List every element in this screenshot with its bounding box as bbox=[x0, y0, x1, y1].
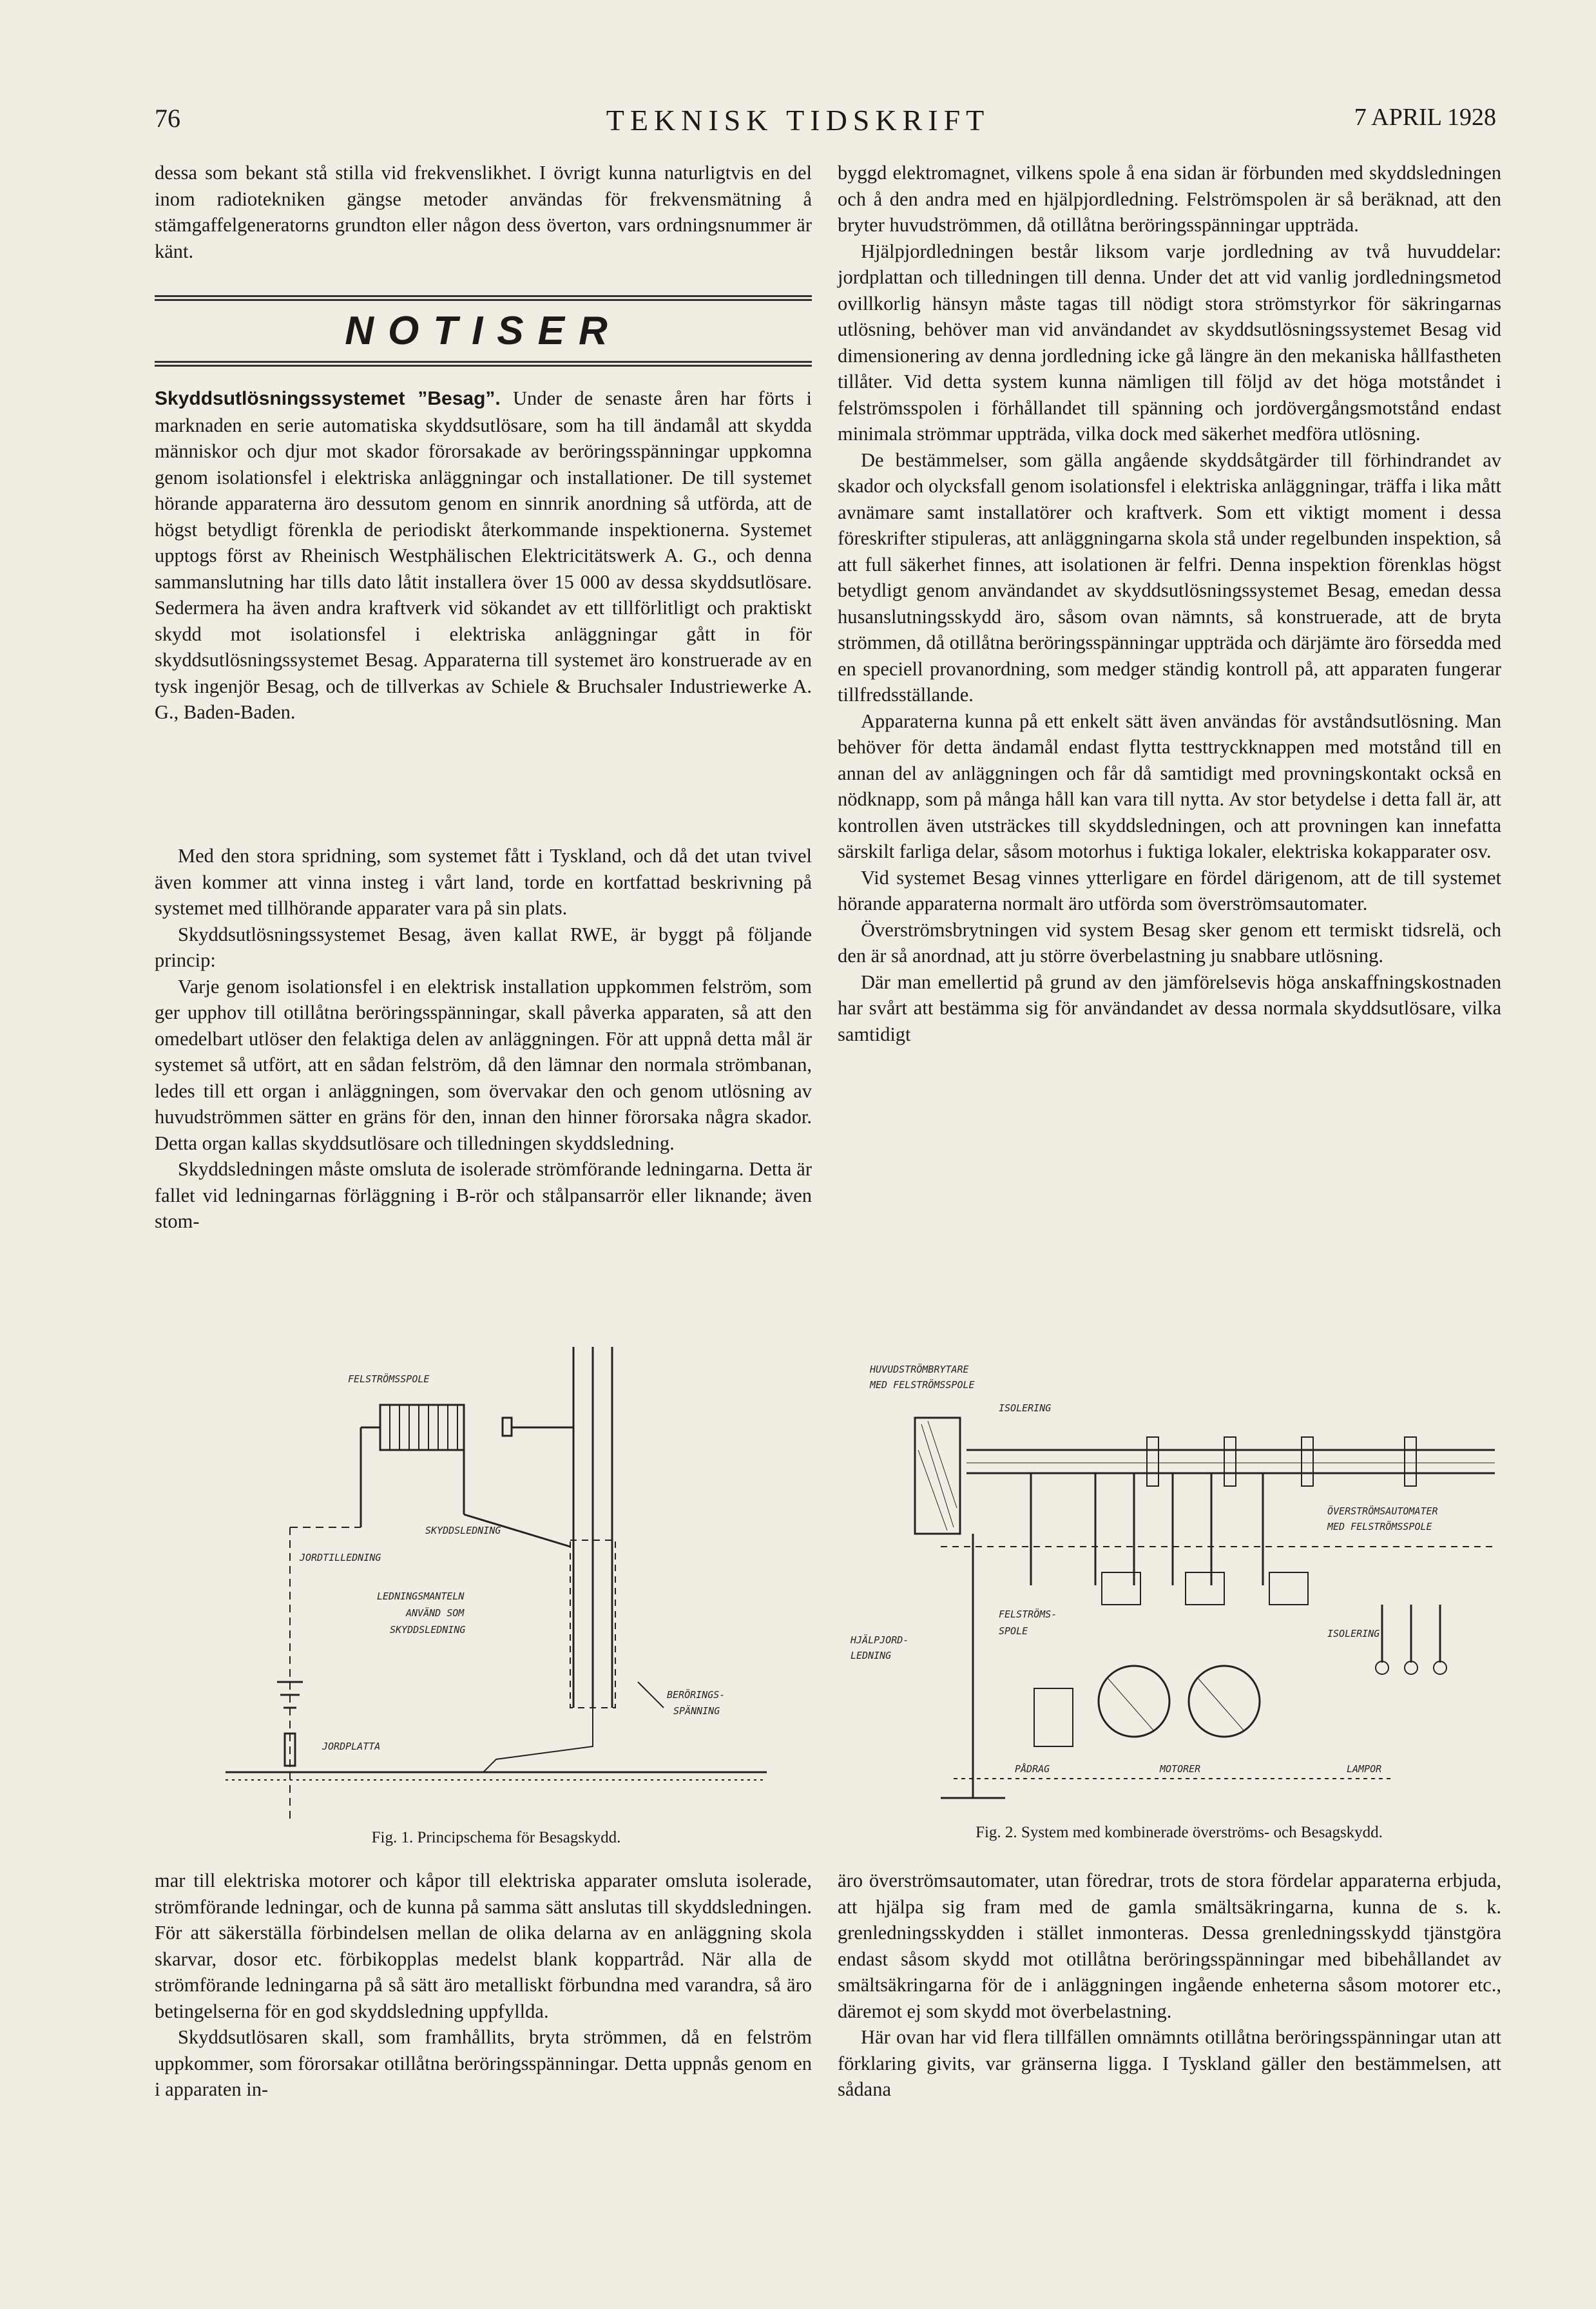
paragraph: Vid systemet Besag vinnes ytterligare en fördel därigenom, att de till systemet hörande apparaterna normalt äro utförda som överströmsautomater. bbox=[838, 866, 1501, 914]
label-padrag: PÅDRAG bbox=[1015, 1763, 1050, 1775]
section-title: NOTISER bbox=[345, 309, 622, 353]
label-isolering-2: ISOLERING bbox=[1327, 1628, 1380, 1639]
right-column bbox=[838, 160, 1501, 1047]
figure-2-schematic bbox=[851, 1360, 1508, 1817]
paragraph: Överströmsbrytningen vid system Besag sker genom ett termiskt tidsrelä, och den är så anordnad, att ju större överbelastning ju snabbare utlösning. bbox=[838, 918, 1501, 967]
paragraph: byggd elektromagnet, vilkens spole å ena sidan är förbunden med skyddsledningen och å den andra med en hjälpjordledning. Felströmspolen är så beräknad, att den bryter huvudströmmen, då otillåtna beröringsspänningar uppträda. bbox=[838, 162, 1501, 236]
left-bottom-column bbox=[155, 1868, 812, 2103]
label-ledningsmanteln: LEDNINGSMANTELN bbox=[377, 1590, 465, 1602]
paragraph: Apparaterna kunna på ett enkelt sätt även användas för avståndsutlösning. Man behöver för detta ändamål endast flytta testtryckknappen med motstånd till en annan del av anläggningen och får då samtidigt med provningskontakt också en nödknapp, som på många håll kan vara till nytta. Av stor betydelse i detta fall är, att kontrollen även utsträckes till skyddsledningen, och att provningen kan innefatta särskilt farliga delar, såsom motorhus i fuktiga lokaler, elektriska kokapparater osv. bbox=[838, 710, 1501, 862]
label-anvand-som: ANVÄND SOM bbox=[406, 1607, 465, 1619]
paragraph: Hjälpjordledningen består liksom varje jordledning av två huvuddelar: jordplattan och tilledningen till denna. Under det att vid vanlig jordledningsmetod ovillkorlig hänsyn måste tagas till nödigt stora strömstyrkor för säkringarnas utlösning, behöver man vid användandet av skyddsutlösningssystemet Besag vid dimensionering av denna jordledning icke gå längre än den mekaniska hållfastheten tillåter. Vid detta system kunna nämligen till följd av det höga motståndet i felströmsspolen i förhållandet till spänning och jordövergångsmotstånd endast minimala strömmar uppträda, vilka dock med säkerhet medföra utlösning. bbox=[838, 240, 1501, 445]
paragraph: Med den stora spridning, som systemet fått i Tyskland, och då det utan tvivel även kommer att vinna insteg i vårt land, torde en kortfattad beskrivning på systemet med tillhörande apparater vara på sin plats. bbox=[155, 845, 812, 919]
label-huvudstrombrytare: HUVUDSTRÖMBRYTARE bbox=[870, 1364, 969, 1375]
paragraph: Där man emellertid på grund av den jämförelsevis höga anskaffningskostnaden har svårt att bestämma sig för användandet av dessa normala skyddsutlösare, vilka samtidigt bbox=[838, 971, 1501, 1045]
issue-date: 7 APRIL 1928 bbox=[1354, 104, 1496, 131]
label-felstroms: FELSTRÖMS- bbox=[999, 1609, 1057, 1620]
label-felstromsspole: FELSTRÖMSSPOLE bbox=[348, 1373, 430, 1385]
paragraph: De bestämmelser, som gälla angående skyddsåtgärder till förhindrandet av skador och olycksfall genom isolationsfel i elektriska anläggningar, träffa i lika mått avnämare samt installatörer och kraftverk. Som ett viktigt moment i dessa föreskrifter stipuleras, att anläggningarna skola stå under regelbunden inspektion, så att full säkerhet finnes, att isolationen är felfri. Denna inspektion förenklas högst betydligt genom användandet av skyddsutlösningssystemet Besag, emedan dessa husanslutningsskydd äro, såsom ovan nämnts, så konstruerade, att de bryta strömmen, då otillåtna beröringsspänningar uppträda och därjämte äro försedda med en speciell provanordning, som medger ständig kontroll på, att apparaten fungerar tillfredsställande. bbox=[838, 449, 1501, 706]
label-jordplatta: JORDPLATTA bbox=[322, 1741, 381, 1752]
paragraph: mar till elektriska motorer och kåpor till elektriska apparater omsluta isolerade, strömförande ledningar, och de kunna på samma sätt anslutas till skyddsledningen. För att säkerställa förbindelsen mellan de olika delarna av en anläggning skola skarvar, dosor etc. förbikopplas medelst blank koppartråd. När alla de strömförande ledningarna på så sätt äro metalliskt förbundna med varandra, så äro betingelserna för en god skyddsledning uppfyllda. bbox=[155, 1869, 812, 2022]
label-med-felstromsspole-2: MED FELSTRÖMSSPOLE bbox=[1327, 1521, 1432, 1532]
label-ledning: LEDNING bbox=[851, 1650, 892, 1661]
figure-1-caption: Fig. 1. Principschema för Besagskydd. bbox=[371, 1829, 621, 1846]
label-lampor: LAMPOR bbox=[1347, 1763, 1382, 1775]
label-overstromsautomater: ÖVERSTRÖMSAUTOMATER bbox=[1327, 1505, 1438, 1517]
label-spole: SPOLE bbox=[999, 1625, 1028, 1637]
paragraph: Varje genom isolationsfel i en elektrisk installation uppkommen felström, som ger upphov till otillåtna beröringsspänningar, skall påverka apparaten, så att den omedelbart utlöser den felaktiga delen av anläggningen. För att uppnå detta mål är systemet så utfört, att en sådan felström, då den lämnar den normala strömbanan, ledes till ett organ i anläggningen, som övervakar den och genom utlösning av huvudströmmen sätter en gräns för den, innan den hinner förorsaka några skador. Detta organ kallas skyddsutlösare och tilledningen skyddsledning. bbox=[155, 975, 812, 1154]
label-spanning: SPÄNNING bbox=[673, 1705, 720, 1717]
article-lead-text: Under de senaste åren har förts i marknaden en serie automatiska skyddsutlösare, som ha till ändamål att skydda människor och djur mot skador förorsakade av beröringsspänningar uppkomna genom isolationsfel i elektriska anläggningar och installationer. De till systemet hörande apparaterna äro dessutom genom en sinnrik anordning så utförda, att de högst betydligt förenkla de periodiskt återkommande inspektionerna. Systemet upptogs först av Rheinisch Westphälischen Elektricitätswerk A. G., och denna sammanslutning har tills dato låtit installera över 15 000 av dessa skyddsutlösare. Sedermera ha även andra kraftverk vid sökandet av ett tillförlitligt och praktiskt skydd mot isolationsfel i elektriska anläggningar gått in för skyddsutlösningssystemet Besag. Apparaterna till systemet äro konstruerade av en tysk ingenjör Besag, och de tillverkas av Schiele & Bruchsaler Industriewerke A. G., Baden-Baden. bbox=[155, 387, 812, 723]
left-column bbox=[155, 843, 812, 1235]
label-berorings: BERÖRINGS- bbox=[667, 1689, 726, 1701]
label-isolering: ISOLERING bbox=[999, 1402, 1052, 1414]
paragraph: Här ovan har vid flera tillfällen omnämnts otillåtna beröringsspänningar utan att förklaring givits, var gränserna ligga. I Tyskland gäller den bestämmelsen, att sådana bbox=[838, 2026, 1501, 2100]
figure-2-caption: Fig. 2. System med kombinerade överströms- och Besagskydd. bbox=[976, 1824, 1383, 1841]
label-med-felstromsspole: MED FELSTRÖMSSPOLE bbox=[870, 1379, 975, 1391]
label-motorer: MOTORER bbox=[1160, 1763, 1201, 1775]
figure-1-schematic bbox=[213, 1347, 793, 1837]
paragraph: Skyddsutlösningssystemet Besag, även kallat RWE, är byggt på följande princip: bbox=[155, 923, 812, 971]
section-rule-bottom bbox=[155, 361, 812, 367]
journal-title: TEKNISK TIDSKRIFT bbox=[606, 104, 990, 137]
left-top-text bbox=[155, 160, 812, 264]
section-rule-top bbox=[155, 295, 812, 301]
right-bottom-column bbox=[838, 1868, 1501, 2103]
article-title: Skyddsutlösningssystemet ”Besag”. bbox=[155, 388, 501, 409]
label-skyddsledning-2: SKYDDSLEDNING bbox=[390, 1624, 466, 1636]
label-jordtilledning: JORDTILLEDNING bbox=[300, 1552, 381, 1563]
page-number: 76 bbox=[155, 104, 180, 133]
label-skyddsledning: SKYDDSLEDNING bbox=[425, 1525, 501, 1536]
article-lead bbox=[155, 385, 812, 726]
paragraph: dessa som bekant stå stilla vid frekvenslikhet. I övrigt kunna naturligtvis en del inom radiotekniken gängse metoder användas för frekvensmätning å stämgaffelgeneratorns grundton eller någon dess överton, vars ordningsnummer är känt. bbox=[155, 162, 812, 262]
paragraph: äro överströmsautomater, utan föredrar, trots de stora fördelar apparaterna erbjuda, att hjälpa sig fram med de gamla smältsäkringarna, kunna de s. k. grenledningsskydden i stället inmonteras. Dessa grenledningsskydd tjänstgöra endast såsom skydd mot otillåtna beröringsspänningar med bibehållandet av smältsäkringarna för de i anläggningen ingående enheterna såsom motorer etc., däremot ej som skydd mot överbelastning. bbox=[838, 1869, 1501, 2022]
label-hjalpjord: HJÄLPJORD- bbox=[851, 1634, 909, 1646]
paragraph: Skyddsutlösaren skall, som framhållits, bryta strömmen, då en felström uppkommer, som förorsakar otillåtna beröringsspänningar. Detta uppnås genom en i apparaten in- bbox=[155, 2026, 812, 2100]
paragraph: Skyddsledningen måste omsluta de isolerade strömförande ledningarna. Detta är fallet vid ledningarnas förläggning i B-rör och stålpansarrör eller liknande; även stom- bbox=[155, 1158, 812, 1232]
